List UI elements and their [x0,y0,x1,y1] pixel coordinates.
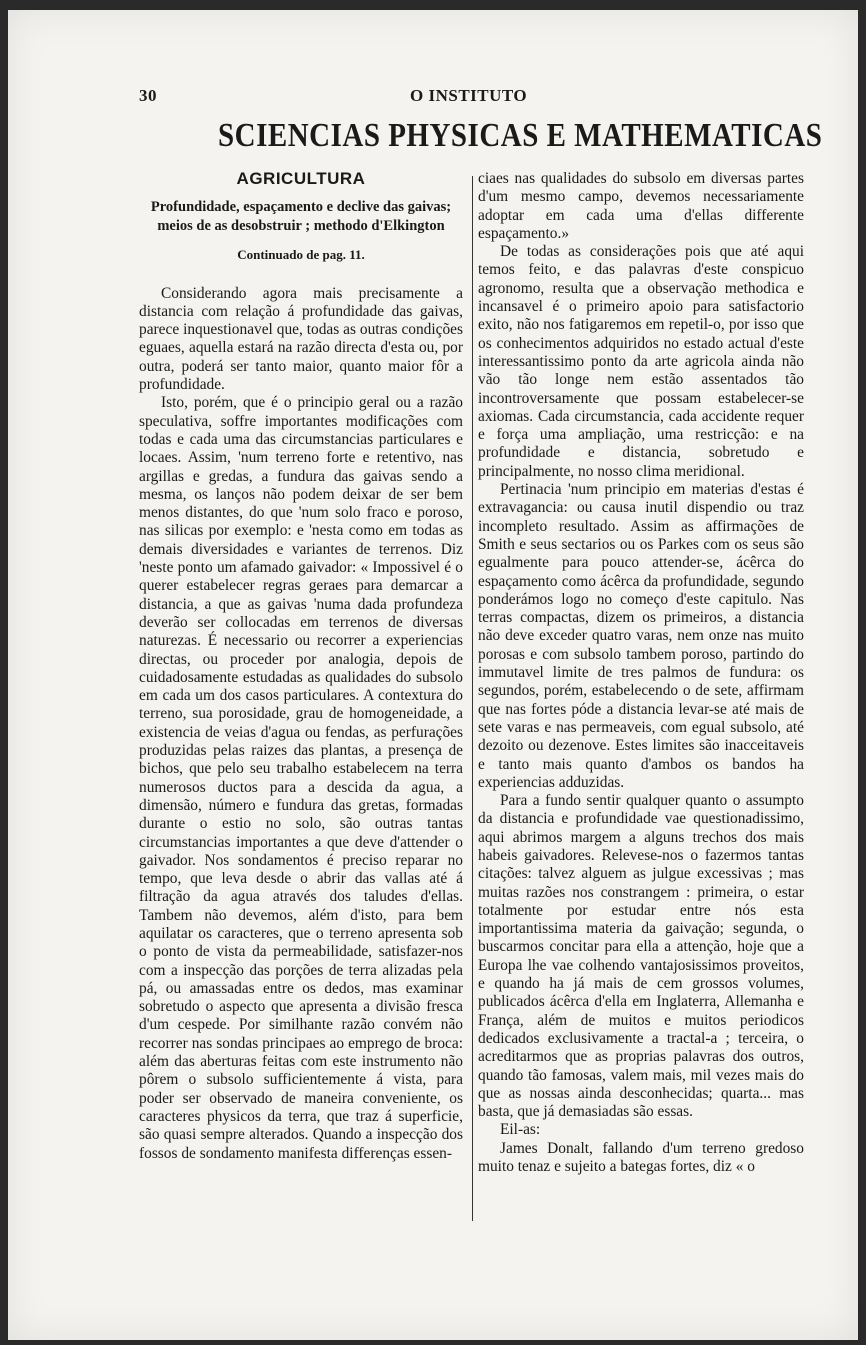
page [8,10,858,1340]
paragraph: De todas as considerações pois que até aqui temos feito, e das palavras d'este conspicuo agronomo, resulta que a observação methodica e incansavel é o primeiro apoio para satisfactorio exito, não nos fatigaremos em repetil-o, por isso que os conhecimentos adquiridos no estado actual d'este interessantissimo ponto da arte agricola ainda não vão tão longe nem estão assentados tão incontroversamente que possam estabelecer-se axiomas. Cada circumstancia, cada accidente requer e força uma ampliação, uma restricção: e na profundidade e distancia, sobretudo e principalmente, no nosso clima meridional. [478,243,804,480]
article-subtitle: Profundidade, espaçamento e declive das gaivas; meios de as desobstruir ; methodo d'Elkington [150,199,452,235]
section-title: SCIENCIAS PHYSICAS E MATHEMATICAS [218,117,823,154]
paragraph: Isto, porém, que é o principio geral ou a razão speculativa, soffre importantes modificações com todas e cada uma das circumstancias particulares e locaes. Assim, 'num terreno forte e retentivo, nas argillas e gredas, a fundura das gaivas sendo a mesma, os lanços não podem deixar de ser bem menos distantes, do que 'num solo fraco e poroso, nas silicas por exemplo: e 'nesta como em todas as demais diversidades e variantes de terrenos. Diz 'neste ponto um afamado gaivador: « Impossivel é o querer estabelecer regras geraes para demarcar a distancia, a que as gaivas 'numa dada profundeza deverão ser collocadas em terrenos de diversas naturezas. É necessario ou recorrer a experiencias directas, ou proceder por analogia, depois de cuidadosamente estudadas as qualidades do subsolo em cada um dos casos particulares. A contextura do terreno, sua porosidade, grau de homogeneidade, a existencia de veias d'agua ou fendas, as perfurações produzidas pelas raizes das plantas, a presença de bichos, que pelo seu trabalho estabelecem na terra numerosos ductos para a descida da agua, a dimensão, número e fundura das gretas, formadas durante o estio no solo, são outras tantas circumstancias importantes a que deve d'attender o gaivador. Nos sondamentos é preciso reparar no tempo, que leva desde o abrir das vallas até á filtração da agua através dos taludes d'ellas. Tambem não devemos, além d'isto, para bem aquilatar os caracteres, que o terreno apresenta sob o ponto de vista da permeabilidade, satisfazer-nos com a inspecção das porções de terra alizadas pela pá, ou amassadas entre os dedos, mas examinar sobretudo o aspecto que apresenta a divisão fresca d'um cespede. Por similhante razão convém não recorrer nas sondas principaes ao emprego de broca: além das aberturas feitas com este instrumento não pôrem o subsolo sufficientemente á vista, para poder ser observado de maneira conveniente, os caracteres physicos da terra, que traz á superficie, são quasi sempre alterados. Quando a inspecção dos fossos de sondamento manifesta differenças essen- [139,394,463,1162]
continued-note: Continuado de pag. 11. [237,247,365,263]
paragraph: Pertinacia 'num principio em materias d'estas é extravagancia: ou causa inutil dispendio ou traz incompleto resultado. Assim as affirmações de Smith e seus sectarios ou os Parkes com os seus são egualmente para pouco attender-se, ácêrca do espaçamento como ácêrca da profundidade, segundo ponderámos logo no começo d'este capitulo. Nas terras compactas, dizem os primeiros, a distancia não deve exceder quatro varas, nem onze nas muito porosas e com subsolo tambem poroso, partindo do immutavel limite de tres palmos de fundura: os segundos, porém, estabelecendo o de sete, affirmam que nas fortes póde a distancia levar-se até mais de sete varas e nas permeaveis, com egual subsolo, até dezoito ou dezenove. Estes limites são inacceitaveis e tanto mais quanto d'ambos os bandos ha experiencias adduzidas. [478,481,804,791]
paragraph: Para a fundo sentir qualquer quanto o assumpto da distancia e profundidade vae questionadissimo, aqui abrimos margem a alguns trechos dos mais habeis gaivadores. Relevese-nos o fazermos tantas citações: talvez alguem as julgue excessivas ; mas muitas razões nos constrangem : primeira, o estar totalmente por estudar entre nós esta importantissima materia da gaivação; segunda, o buscarmos concitar para ella a attenção, hoje que a Europa lhe vae colhendo vantajosissimos proveitos, e quando ha já mais de cem grossos volumes, publicados ácêrca d'ella em Inglaterra, Allemanha e França, além de muitos e muitos periodicos dedicados exclusivamente a tractal-a ; terceira, o acreditarmos que as proprias palavras dos outros, quando tão famosas, valem mais, mil vezes mais do que as nossas ainda desconhecidas; quarta... mas basta, que já demasiadas são essas. [478,792,804,1121]
page-number: 30 [139,86,157,105]
paragraph: Eil-as: [500,1121,541,1139]
right-column [478,170,804,1176]
running-title: O INSTITUTO [410,86,528,105]
running-header [8,86,858,108]
paragraph-continuation: ciaes nas qualidades do subsolo em diversas partes d'um mesmo campo, devemos necessariamente adoptar em cada uma d'ellas differente espaçamento.» [478,170,804,242]
left-column [139,170,463,1163]
article-title: AGRICULTURA [236,169,366,188]
paragraph: James Donalt, fallando d'um terreno gredoso muito tenaz e sujeito a bategas fortes, diz « o [478,1139,804,1176]
column-divider [472,176,473,1221]
paragraph: Considerando agora mais precisamente a distancia com relação á profundidade das gaivas, parece inquestionavel que, todas as outras condições eguaes, aquella estará na razão directa d'esta ou, por outra, poderá ser tanto maior, quanto maior fôr a profundidade. [139,284,463,394]
